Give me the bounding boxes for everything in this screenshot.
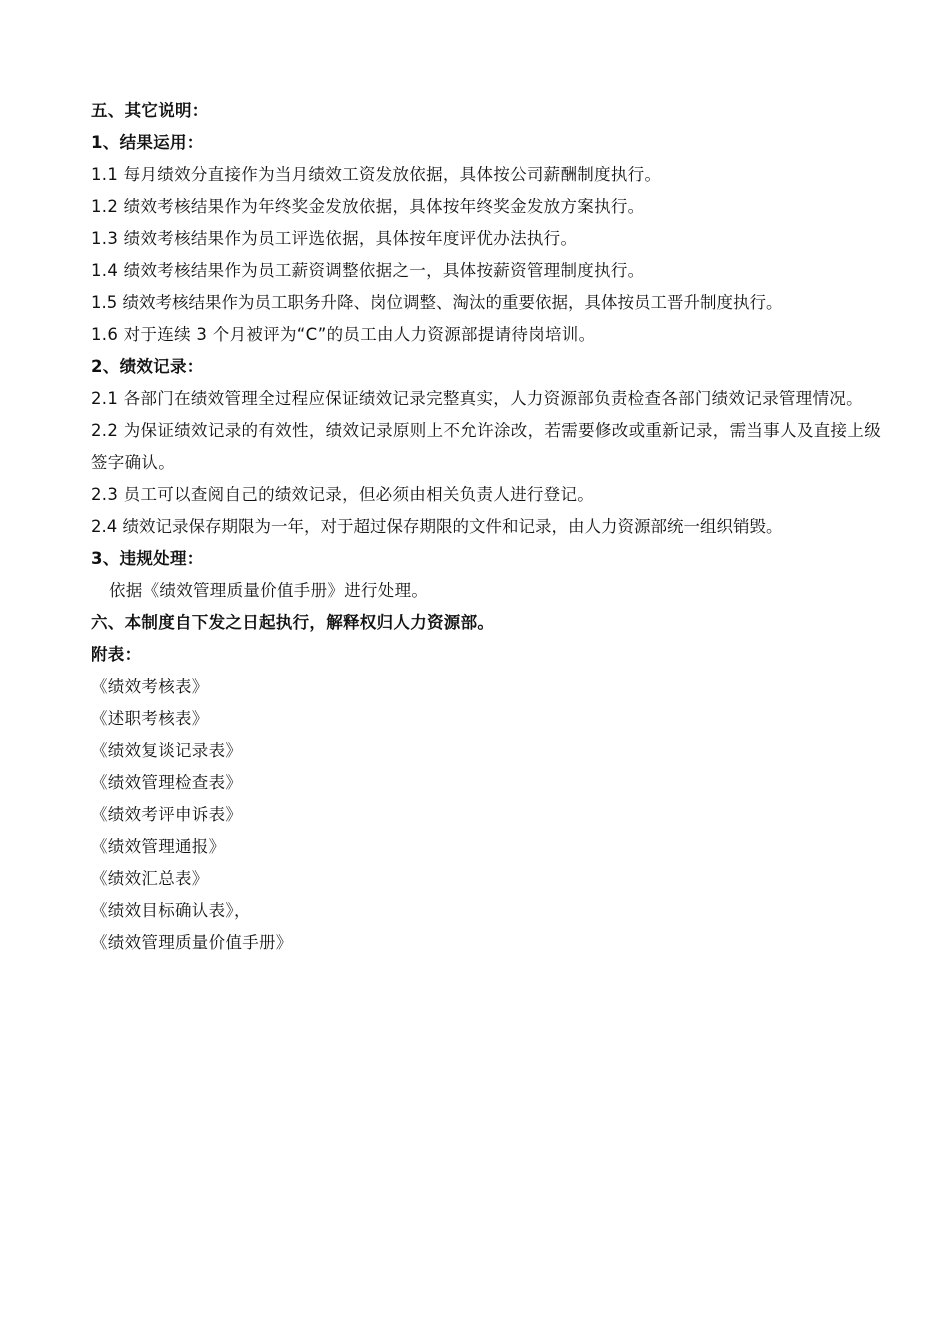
paragraph-2-2: 2.2 为保证绩效记录的有效性，绩效记录原则上不允许涂改，若需要修改或重新记录，需当事人及直接上级签字确认。 [91,421,881,472]
paragraph-1-3: 1.3 绩效考核结果作为员工评选依据，具体按年度评优办法执行。 [91,229,578,248]
paragraph-1-1: 1.1 每月绩效分直接作为当月绩效工资发放依据，具体按公司薪酬制度执行。 [91,165,662,184]
appendix-item: 《绩效复谈记录表》 [91,741,243,760]
appendix-item: 《绩效管理质量价值手册》 [91,933,293,952]
subheading-performance-records: 2、绩效记录： [91,357,204,376]
appendix-item: 《绩效目标确认表》， [91,901,251,920]
appendix-item: 《绩效管理检查表》 [91,773,243,792]
document-page [91,95,881,959]
appendix-item: 《绩效考核表》 [91,677,209,696]
appendix-item: 《绩效管理通报》 [91,837,226,856]
section-heading-effective-date: 六、本制度自下发之日起执行，解释权归人力资源部。 [91,613,495,632]
section-heading-other-notes: 五、其它说明： [91,101,209,120]
paragraph-2-1: 2.1 各部门在绩效管理全过程应保证绩效记录完整真实，人力资源部负责检查各部门绩效记录管理情况。 [91,389,863,408]
paragraph-1-5: 1.5 绩效考核结果作为员工职务升降、岗位调整、淘汰的重要依据，具体按员工晋升制度执行。 [91,293,783,312]
paragraph-2-4: 2.4 绩效记录保存期限为一年，对于超过保存期限的文件和记录，由人力资源部统一组织销毁。 [91,517,783,536]
paragraph-1-4: 1.4 绩效考核结果作为员工薪资调整依据之一，具体按薪资管理制度执行。 [91,261,645,280]
appendix-item: 《述职考核表》 [91,709,209,728]
paragraph-1-2: 1.2 绩效考核结果作为年终奖金发放依据，具体按年终奖金发放方案执行。 [91,197,645,216]
paragraph-1-6: 1.6 对于连续 3 个月被评为“C”的员工由人力资源部提请待岗培训。 [91,325,596,344]
paragraph-2-3: 2.3 员工可以查阅自己的绩效记录，但必须由相关负责人进行登记。 [91,485,595,504]
appendix-item: 《绩效考评申诉表》 [91,805,243,824]
appendix-heading: 附表： [91,645,142,664]
subheading-violation-handling: 3、违规处理： [91,549,204,568]
subheading-result-usage: 1、结果运用： [91,133,204,152]
appendix-item: 《绩效汇总表》 [91,869,209,888]
paragraph-violation-handling: 依据《绩效管理质量价值手册》进行处理。 [109,581,429,600]
